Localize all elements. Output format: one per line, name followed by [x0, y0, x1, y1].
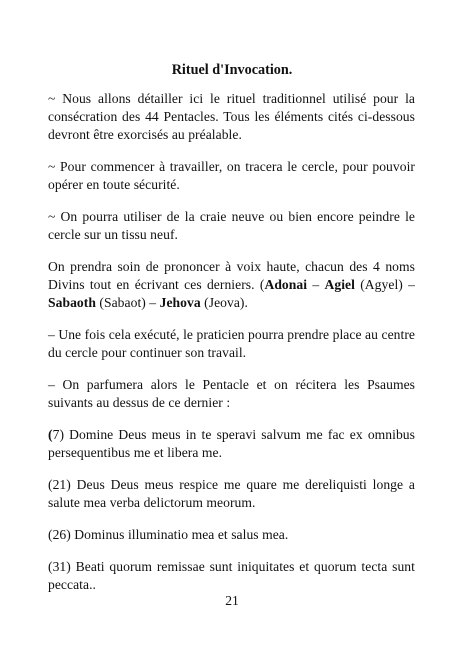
page-number: 21 [225, 593, 239, 608]
psalm-7-open-paren: ( [48, 427, 53, 442]
paragraph-chalk: ~ On pourra utiliser de la craie neuve ou bien encore peindre le cercle sur un tissu neuf. [48, 209, 415, 242]
divine-name-sabaoth: Sabaoth [48, 295, 96, 310]
divine-name-jehova-variant: (Jeova). [200, 295, 248, 310]
paragraph-divine-names [48, 258, 415, 312]
page-title: Rituel d'Invocation. [171, 62, 293, 78]
psalm-7 [48, 426, 415, 462]
divine-name-adonai: Adonai [264, 277, 308, 292]
divine-name-agiel-variant: (Agyel) – [354, 277, 415, 292]
paragraph-practitioner: – Une fois cela exécuté, le praticien pourra prendre place au centre du cercle pour continuer son travail. [48, 327, 415, 360]
paragraph-perfume: – On parfumera alors le Pentacle et on récitera les Psaumes suivants au dessus de ce dernier : [48, 377, 415, 410]
divine-name-sabaoth-variant: (Sabaot) – [95, 295, 160, 310]
document-body [48, 90, 415, 608]
psalm-31: (31) Beati quorum remissae sunt iniquitates et quorum tecta sunt peccata.. [48, 559, 415, 592]
paragraph-circle: ~ Pour commencer à travailler, on tracera le cercle, pour pouvoir opérer en toute sécurité. [48, 159, 415, 192]
psalm-21: (21) Deus Deus meus respice me quare me dereliquisti longe a salute mea verba delictorum meorum. [48, 477, 415, 510]
divine-names-open-paren: ( [259, 277, 265, 292]
divine-name-agiel: Agiel [324, 277, 355, 292]
psalm-26: (26) Dominus illuminatio mea et salus mea. [48, 527, 289, 542]
paragraph-introduction: ~ Nous allons détailler ici le rituel traditionnel utilisé pour la consécration des 44 Pentacles. Tous les éléments cités ci-dessous devront être exorcisés au préalable. [48, 91, 415, 142]
psalm-7-text: ) Domine Deus meus in te speravi salvum me fac ex omnibus persequentibus me et libera me. [48, 427, 415, 460]
divine-name-jehova: Jehova [159, 295, 201, 310]
psalm-7-number: 7 [52, 427, 60, 442]
divine-names-intro: On prendra soin de prononcer à voix haute, chacun des 4 noms Divins tout en écrivant ces derniers. [48, 259, 415, 292]
divine-name-separator: – [307, 277, 325, 292]
